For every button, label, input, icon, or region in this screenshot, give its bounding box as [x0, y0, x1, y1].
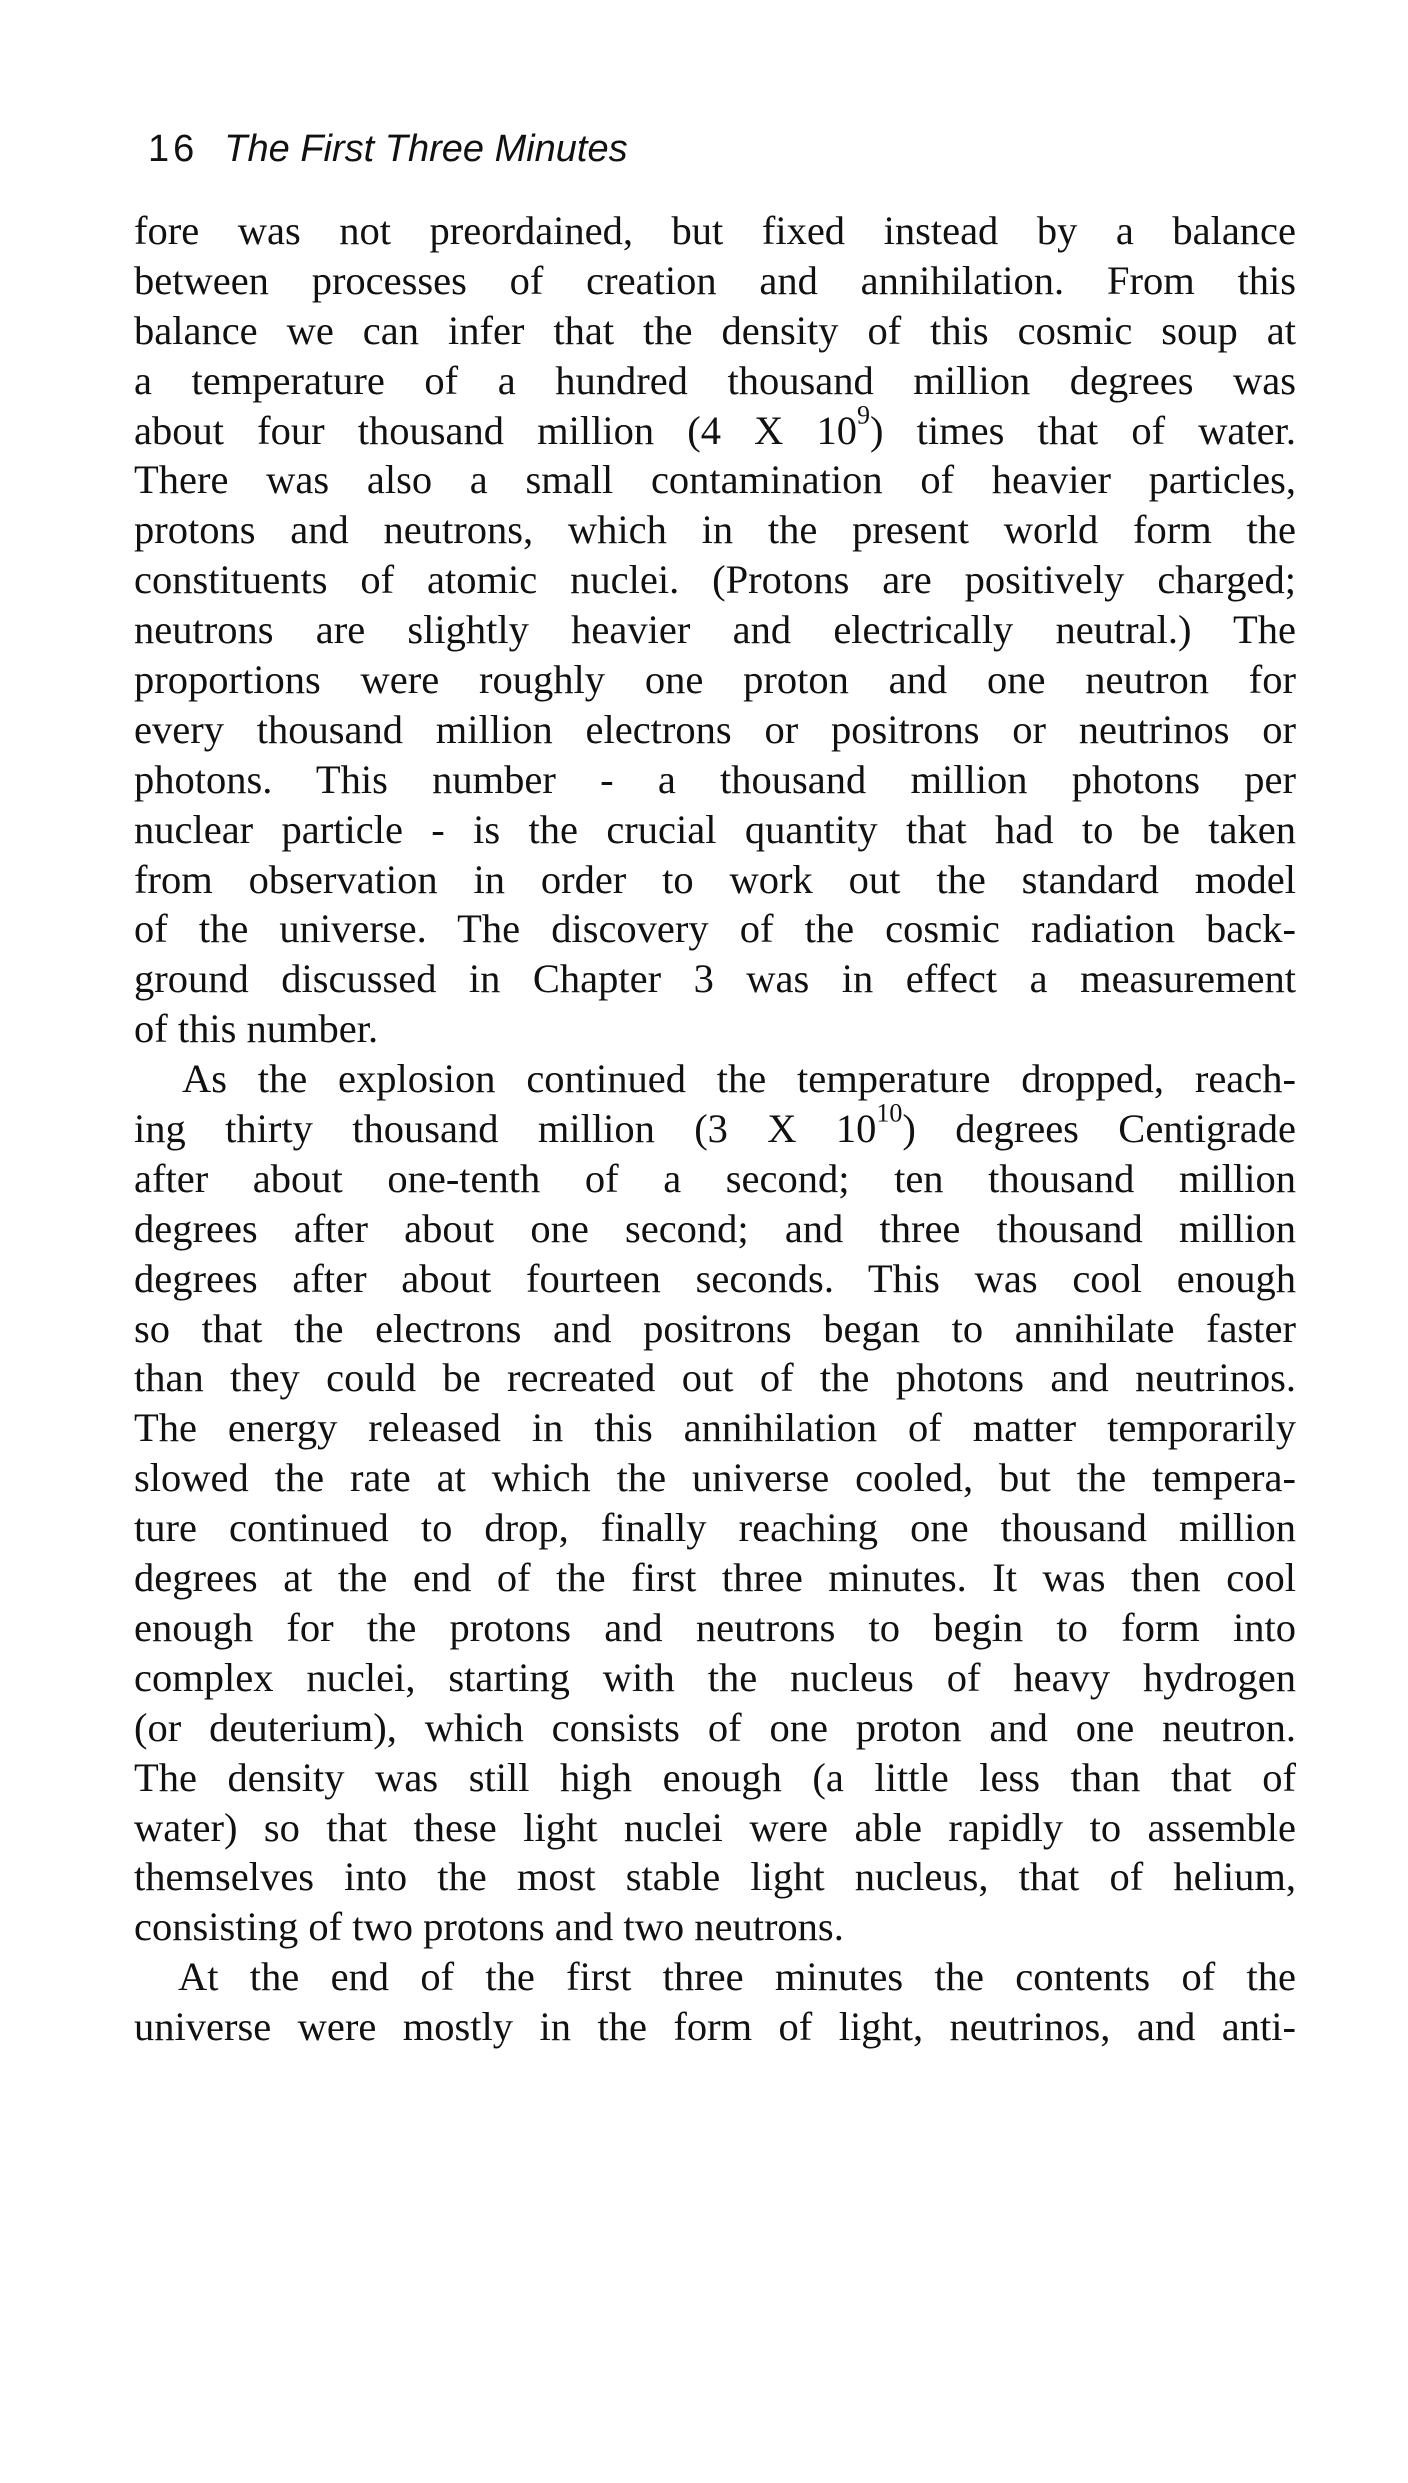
text-line: ture continued to drop, finally reaching one thousand million [134, 1505, 1296, 1551]
text-line: degrees after about one second; and three thousand million [134, 1205, 1296, 1251]
text-line: degrees after about fourteen seconds. This was cool enough [134, 1255, 1296, 1301]
text-line: water) so that these light nuclei were able rapidly to assemble [134, 1804, 1296, 1850]
text-line: complex nuclei, starting with the nucleus of heavy hydrogen [134, 1654, 1296, 1700]
text-line: every thousand million electrons or positrons or neutrinos or [134, 706, 1296, 752]
text-segment: about four thousand million (4 X 10 [134, 407, 857, 453]
text-line: fore was not preordained, but fixed instead by a balance [134, 208, 1296, 253]
text-line [134, 1098, 1296, 1154]
text-line: themselves into the most stable light nucleus, that of helium, [134, 1854, 1296, 1900]
text-line: a temperature of a hundred thousand million degrees was [134, 357, 1296, 403]
text-line: of this number. [134, 1006, 379, 1052]
running-head [148, 126, 628, 172]
text-line: The energy released in this annihilation of matter temporarily [134, 1405, 1296, 1451]
text-line: of the universe. The discovery of the cosmic radiation back- [134, 906, 1296, 952]
text-line: between processes of creation and annihilation. From this [134, 257, 1296, 303]
text-line: The density was still high enough (a little less than that of [134, 1754, 1296, 1800]
text-line: enough for the protons and neutrons to begin to form into [134, 1604, 1296, 1650]
text-line: from observation in order to work out the standard model [134, 856, 1296, 902]
text-line: constituents of atomic nuclei. (Protons are positively charged; [134, 557, 1296, 603]
text-line: neutrons are slightly heavier and electrically neutral.) The [134, 607, 1296, 653]
text-segment: ) times that of water. [869, 407, 1297, 453]
text-line: There was also a small contamination of heavier particles, [134, 457, 1296, 503]
book-title: The First Three Minutes [224, 128, 628, 170]
text-line [134, 400, 1297, 456]
text-line: after about one-tenth of a second; ten thousand million [134, 1155, 1296, 1201]
exponent-superscript: 10 [876, 1098, 903, 1128]
text-line: balance we can infer that the density of this cosmic soup at [134, 307, 1296, 353]
text-line: photons. This number - a thousand million photons per [134, 756, 1296, 802]
text-line: consisting of two protons and two neutrons. [134, 1904, 844, 1950]
text-line: proportions were roughly one proton and one neutron for [134, 657, 1296, 703]
text-line: protons and neutrons, which in the present world form the [134, 507, 1296, 553]
text-line: As the explosion continued the temperature dropped, reach- [182, 1056, 1296, 1102]
text-line: (or deuterium), which consists of one proton and one neutron. [134, 1704, 1296, 1750]
text-line: so that the electrons and positrons began to annihilate faster [134, 1305, 1296, 1351]
text-line: At the end of the first three minutes the contents of the [178, 1954, 1296, 2000]
text-segment: ing thirty thousand million (3 X 10 [134, 1106, 877, 1152]
text-line: slowed the rate at which the universe cooled, but the tempera- [134, 1455, 1296, 1501]
text-line: degrees at the end of the first three minutes. It was then cool [134, 1555, 1296, 1601]
text-segment: ) degrees Centigrade [902, 1106, 1296, 1152]
page-number: 16 [148, 128, 199, 170]
text-line: nuclear particle - is the crucial quantity that had to be taken [134, 806, 1296, 852]
text-line: ground discussed in Chapter 3 was in effect a measurement [134, 956, 1296, 1002]
body-text [134, 206, 1296, 2052]
text-line: universe were mostly in the form of light, neutrinos, and anti- [134, 2004, 1296, 2050]
exponent-superscript: 9 [856, 400, 870, 430]
text-line: than they could be recreated out of the photons and neutrinos. [134, 1355, 1296, 1401]
